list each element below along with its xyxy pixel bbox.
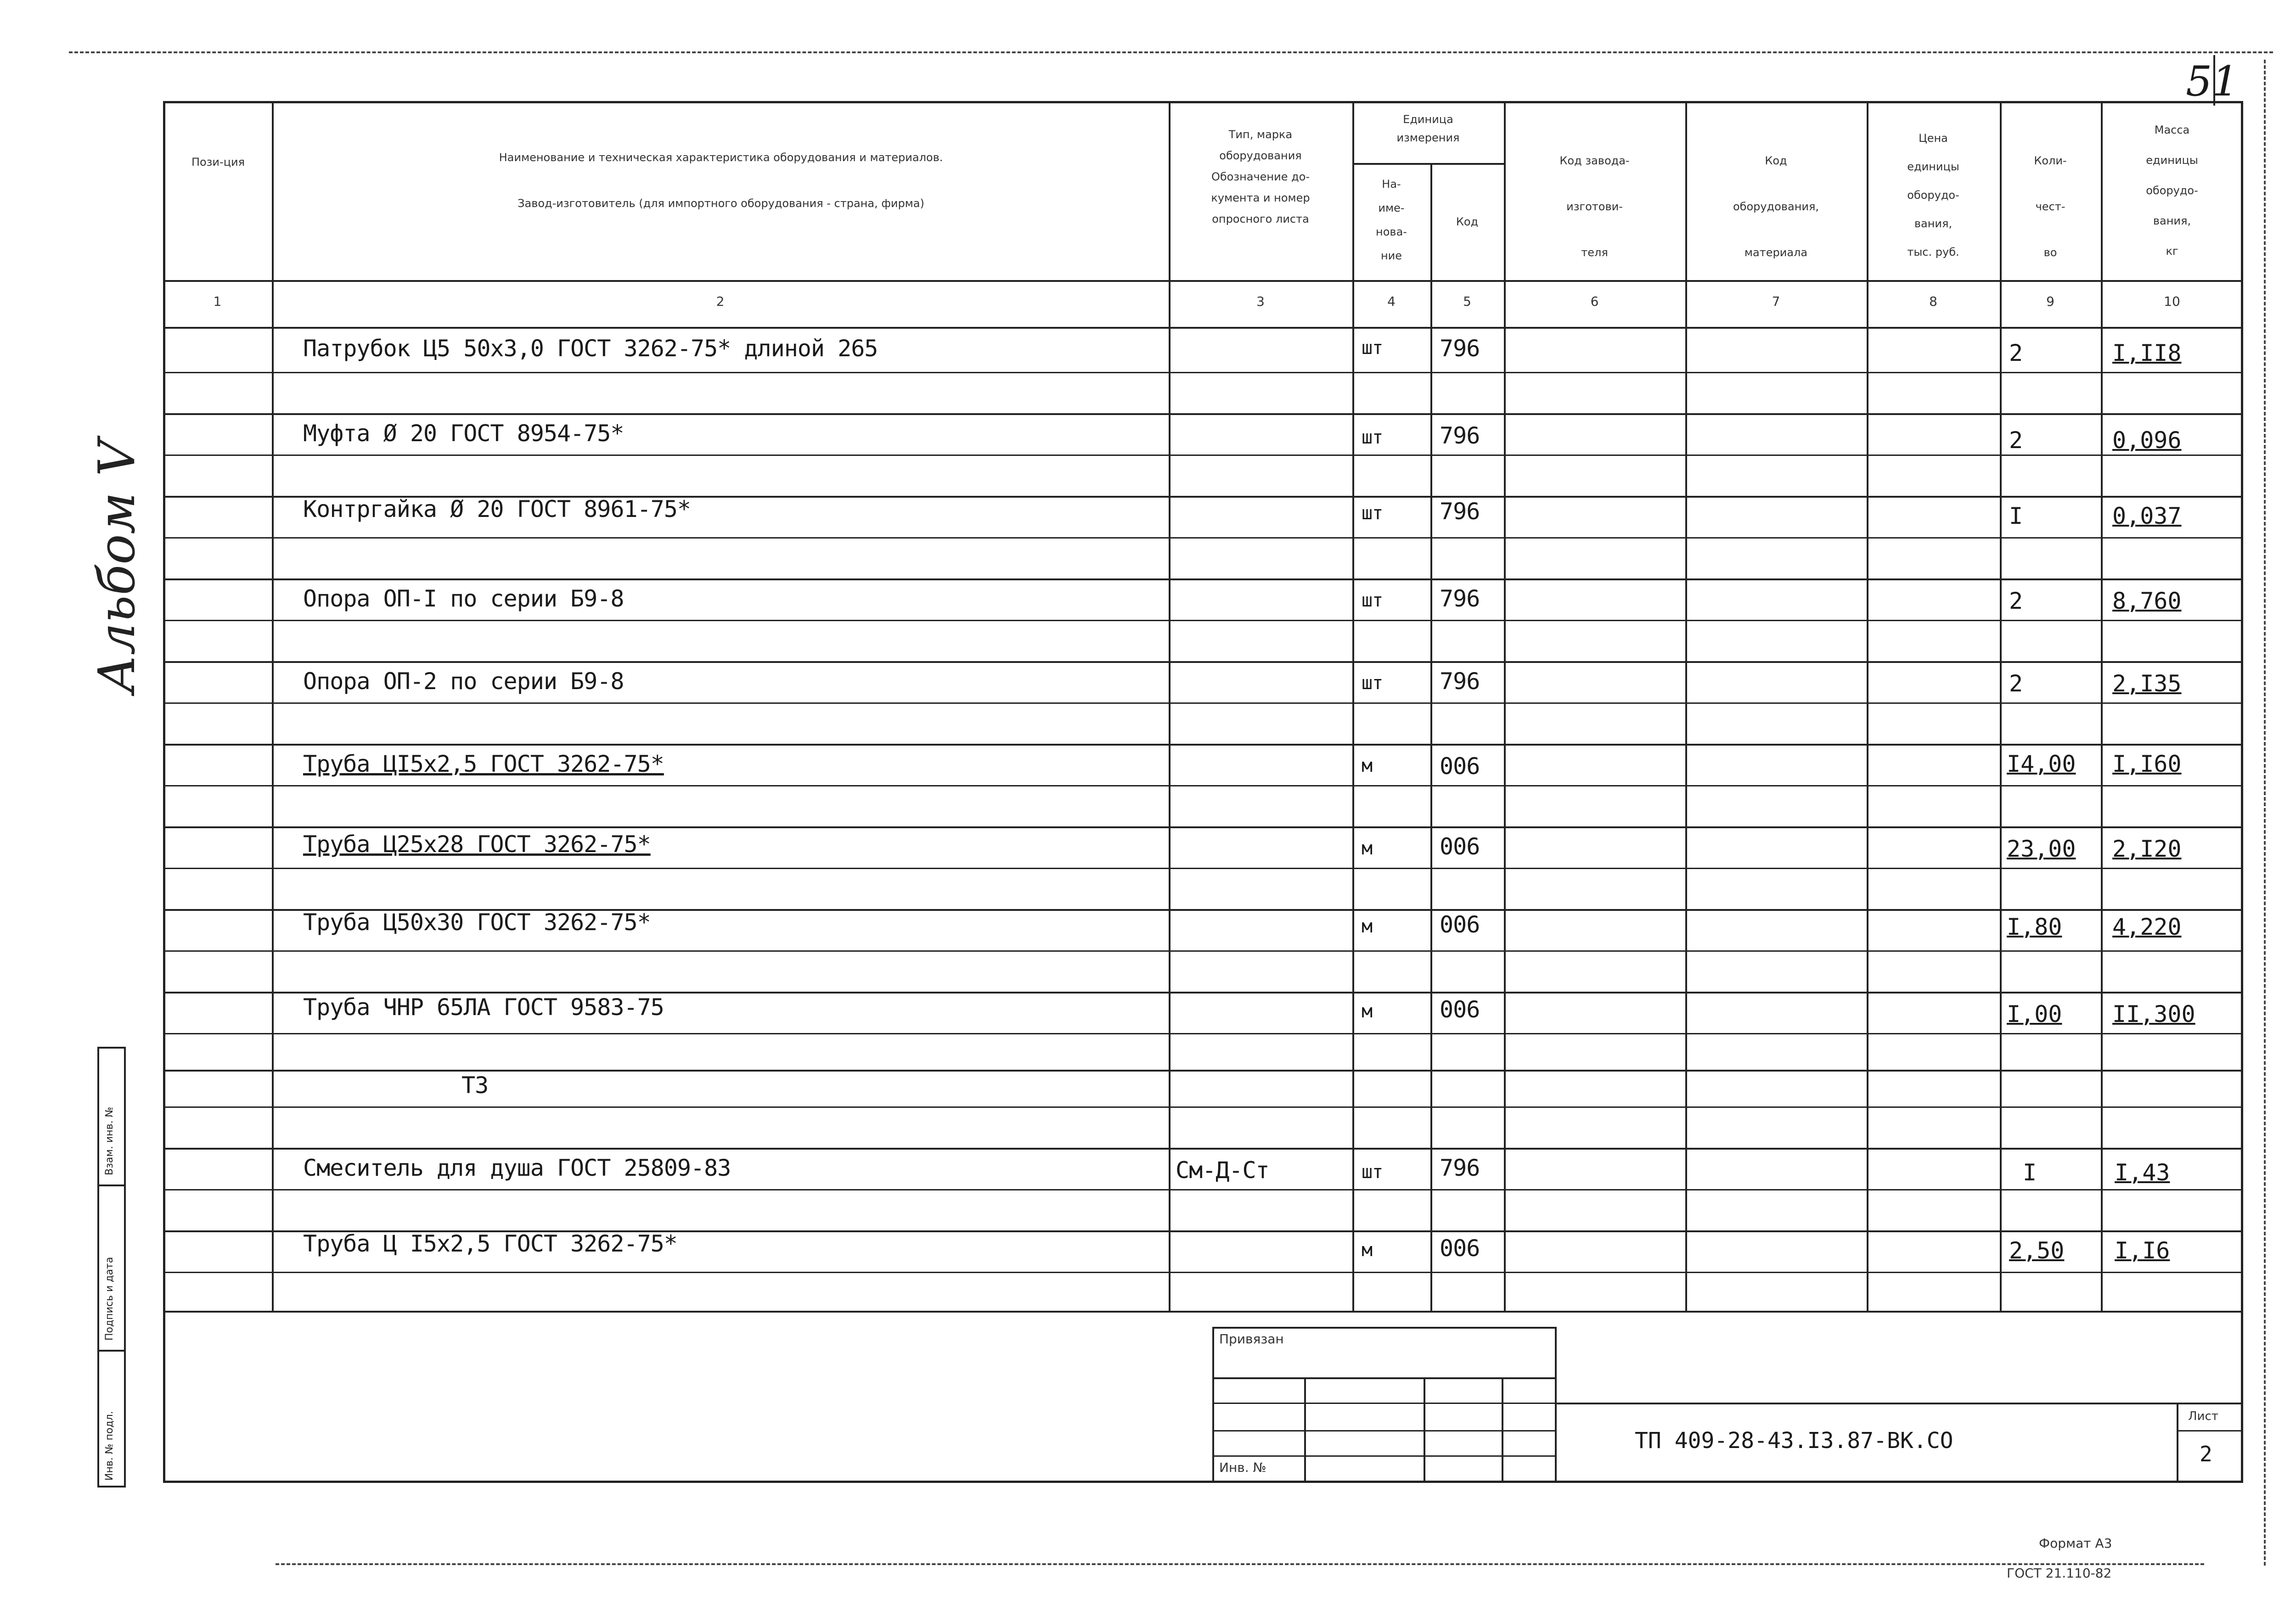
row-line xyxy=(163,868,2243,869)
header-unit-l1: Единица xyxy=(1403,113,1453,126)
row-8-name: Труба Ц50х30 ГОСТ 3262-75* xyxy=(303,909,651,936)
binding-line-3 xyxy=(1212,1430,1557,1431)
corner-mark-line xyxy=(2213,55,2215,106)
row-7-mass: 2,I20 xyxy=(2112,836,2182,862)
left-stamp-label-1: Взам. инв. № xyxy=(104,1106,115,1175)
binding-line-4 xyxy=(1212,1455,1557,1457)
row-line xyxy=(163,372,2243,373)
row-line xyxy=(163,826,2243,828)
header-col8-l5: тыс. руб. xyxy=(1907,246,1959,258)
col-line-2 xyxy=(1169,101,1171,1311)
row-9-mass: II,300 xyxy=(2112,1001,2195,1027)
doc-sheet-divider xyxy=(2177,1403,2178,1483)
header-col9 xyxy=(2002,138,2099,275)
left-stamp-label-3: Инв. № подл. xyxy=(104,1411,115,1481)
row-8-code: 006 xyxy=(1440,911,1480,938)
header-col10-l4: вания, xyxy=(2153,214,2191,227)
row-line xyxy=(163,744,2243,746)
row-3-qty: I xyxy=(2009,503,2023,529)
row-line xyxy=(163,1070,2243,1072)
row-line xyxy=(163,578,2243,580)
colnum-3: 3 xyxy=(1256,294,1265,309)
row-6-unit: м xyxy=(1362,755,1373,776)
row-3-name: Контргайка Ø 20 ГОСТ 8961-75* xyxy=(303,496,691,522)
row-8-mass: 4,220 xyxy=(2112,914,2182,940)
binding-vline-3 xyxy=(1502,1377,1503,1483)
row-line xyxy=(163,537,2243,539)
header-bottom-line xyxy=(163,280,2243,282)
row-7-code: 006 xyxy=(1440,833,1480,860)
format-label: Формат А3 xyxy=(2039,1536,2112,1551)
bottom-trim-line xyxy=(276,1563,2204,1565)
row-line xyxy=(163,1189,2243,1190)
header-col6-l1: Код завода- xyxy=(1559,154,1630,167)
colnum-5: 5 xyxy=(1463,294,1471,309)
col-line-7 xyxy=(1867,101,1868,1311)
colnum-bottom-line xyxy=(163,327,2243,329)
header-col3-l1: Тип, марка xyxy=(1228,128,1293,141)
header-col3 xyxy=(1171,124,1350,230)
header-unit-group xyxy=(1355,110,1502,147)
row-8-qty: I,80 xyxy=(2007,914,2062,940)
col-line-9 xyxy=(2101,101,2103,1311)
row-7-name: Труба Ц25х28 ГОСТ 3262-75* xyxy=(303,831,651,858)
col-line-8 xyxy=(2000,101,2002,1311)
header-col8-l4: вания, xyxy=(1914,217,1953,230)
header-col10 xyxy=(2103,115,2241,266)
left-stamp-div-2 xyxy=(97,1350,126,1352)
binding-vline-2 xyxy=(1424,1377,1425,1483)
row-12-mass: I,I6 xyxy=(2115,1237,2170,1264)
row-5-mass: 2,I35 xyxy=(2112,670,2182,697)
row-2-name: Муфта Ø 20 ГОСТ 8954-75* xyxy=(303,420,624,447)
binding-stamp-box xyxy=(1212,1327,1557,1483)
row-1-name: Патрубок Ц5 50х3,0 ГОСТ 3262-75* длиной 265 xyxy=(303,335,878,362)
header-col6-l3: теля xyxy=(1581,246,1608,259)
sheet-number: 2 xyxy=(2200,1442,2212,1466)
sheet-label: Лист xyxy=(2188,1409,2218,1423)
album-label: Альбом V xyxy=(87,439,146,693)
row-5-name: Опора ОП-2 по серии Б9-8 xyxy=(303,668,624,695)
row-1-unit: шт xyxy=(1362,337,1383,359)
binding-line-1 xyxy=(1212,1377,1557,1379)
row-2-mass: 0,096 xyxy=(2112,427,2182,454)
header-col3-l2: оборудования xyxy=(1219,149,1302,162)
row-line xyxy=(163,785,2243,786)
colnum-6: 6 xyxy=(1590,294,1599,309)
row-1-qty: 2 xyxy=(2009,340,2023,366)
header-col6-l2: изготови- xyxy=(1566,200,1623,213)
right-trim-line xyxy=(2264,60,2266,1566)
doc-code-top-line xyxy=(1557,1403,2243,1404)
row-12-code: 006 xyxy=(1440,1235,1480,1262)
row-6-mass: I,I60 xyxy=(2112,751,2182,777)
row-11-qty: I xyxy=(2023,1159,2037,1186)
header-col7 xyxy=(1688,138,1864,275)
header-col6 xyxy=(1506,138,1683,275)
row-1-code: 796 xyxy=(1440,335,1480,362)
row-9-code: 006 xyxy=(1440,996,1480,1023)
header-col10-l5: кг xyxy=(2166,245,2178,258)
row-4-name: Опора ОП-I по серии Б9-8 xyxy=(303,585,624,612)
header-col7-l1: Код xyxy=(1765,154,1787,167)
doc-code: ТП 409-28-43.I3.87-ВК.СО xyxy=(1635,1428,1953,1454)
row-line xyxy=(163,620,2243,621)
row-11-mass: I,43 xyxy=(2115,1159,2170,1186)
header-col1: Пози-ция xyxy=(191,156,245,168)
row-1-mass: I,II8 xyxy=(2112,340,2182,366)
row-11-name: Смеситель для душа ГОСТ 25809-83 xyxy=(303,1155,731,1181)
row-7-unit: м xyxy=(1362,838,1373,859)
row-11-type: См-Д-Ст xyxy=(1176,1157,1269,1184)
unit-group-line xyxy=(1352,163,1504,165)
row-9-qty: I,00 xyxy=(2007,1001,2062,1027)
row-11-unit: шт xyxy=(1362,1162,1383,1183)
header-col9-l1: Коли- xyxy=(2034,154,2067,167)
header-col8-l2: единицы xyxy=(1907,160,1959,173)
colnum-10: 10 xyxy=(2164,294,2180,309)
left-stamp-label-2: Подпись и дата xyxy=(104,1257,115,1341)
rows-bottom-line xyxy=(163,1311,2243,1313)
row-9-unit: м xyxy=(1362,1001,1373,1022)
header-col9-l2: чест- xyxy=(2035,200,2065,213)
binding-vline-1 xyxy=(1304,1377,1306,1483)
header-col8-l3: оборудо- xyxy=(1907,189,1959,202)
header-col2-line1: Наименование и техническая характеристика оборудования и материалов. xyxy=(499,151,943,164)
binding-stamp-label: Привязан xyxy=(1219,1331,1284,1347)
top-trim-line xyxy=(69,51,2273,53)
header-col4-l3: нова- xyxy=(1376,225,1407,238)
row-3-unit: шт xyxy=(1362,503,1383,524)
row-2-code: 796 xyxy=(1440,422,1480,449)
row-line xyxy=(163,950,2243,952)
row-9-name: Труба ЧНР 65ЛА ГОСТ 9583-75 xyxy=(303,994,664,1021)
row-6-code: 006 xyxy=(1440,753,1480,780)
row-line xyxy=(163,413,2243,415)
row-5-unit: шт xyxy=(1362,673,1383,694)
row-line xyxy=(163,455,2243,456)
header-col10-l3: оборудо- xyxy=(2146,184,2198,197)
left-stamp-div-1 xyxy=(97,1184,126,1186)
colnum-9: 9 xyxy=(2046,294,2054,309)
row-11-code: 796 xyxy=(1440,1155,1480,1181)
header-col10-l1: Масса xyxy=(2154,123,2190,136)
row-5-qty: 2 xyxy=(2009,670,2023,697)
row-line xyxy=(163,992,2243,994)
header-col7-l3: материала xyxy=(1744,246,1808,259)
header-col5: Код xyxy=(1456,215,1479,228)
header-col2-line2: Завод-изготовитель (для импортного оборудования - страна, фирма) xyxy=(518,197,924,210)
doc-sheet-label-line xyxy=(2177,1430,2243,1431)
colnum-1: 1 xyxy=(213,294,222,309)
col-line-5 xyxy=(1504,101,1506,1311)
row-line xyxy=(163,1033,2243,1034)
row-line xyxy=(163,661,2243,663)
row-line xyxy=(163,1272,2243,1273)
row-12-name: Труба Ц I5х2,5 ГОСТ 3262-75* xyxy=(303,1230,677,1257)
row-3-code: 796 xyxy=(1440,498,1480,525)
col-line-4 xyxy=(1430,163,1432,1311)
row-2-qty: 2 xyxy=(2009,427,2023,454)
row-7-qty: 23,00 xyxy=(2007,836,2076,862)
header-col8-l1: Цена xyxy=(1919,132,1948,145)
row-12-qty: 2,50 xyxy=(2009,1237,2065,1264)
col-line-1 xyxy=(272,101,274,1311)
header-col3-l3: Обозначение до- xyxy=(1211,170,1310,183)
row-6-name: Труба ЦI5х2,5 ГОСТ 3262-75* xyxy=(303,751,664,777)
row-12-unit: м xyxy=(1362,1240,1373,1261)
header-col8 xyxy=(1869,124,1998,266)
row-6-qty: I4,00 xyxy=(2007,751,2076,777)
col-line-3 xyxy=(1352,101,1354,1311)
row-5-code: 796 xyxy=(1440,668,1480,695)
header-col10-l2: единицы xyxy=(2146,154,2198,167)
header-col7-l2: оборудования, xyxy=(1733,200,1819,213)
corner-sheet-number: 51 xyxy=(2186,57,2239,106)
row-4-code: 796 xyxy=(1440,585,1480,612)
header-col9-l3: во xyxy=(2043,246,2057,259)
colnum-2: 2 xyxy=(716,294,725,309)
colnum-8: 8 xyxy=(1929,294,1937,309)
header-col3-l4: кумента и номер xyxy=(1211,191,1310,204)
row-8-unit: м xyxy=(1362,916,1373,937)
header-col4-l1: На- xyxy=(1382,178,1401,191)
row-3-mass: 0,037 xyxy=(2112,503,2182,529)
row-4-mass: 8,760 xyxy=(2112,588,2182,614)
header-col3-l5: опросного листа xyxy=(1212,213,1309,225)
row-line xyxy=(163,1106,2243,1108)
row-line xyxy=(163,1148,2243,1150)
col-line-6 xyxy=(1685,101,1687,1311)
row-4-qty: 2 xyxy=(2009,588,2023,614)
colnum-7: 7 xyxy=(1772,294,1780,309)
header-col4-l4: ние xyxy=(1380,249,1402,262)
inventory-label: Инв. № xyxy=(1219,1460,1266,1475)
row-2-unit: шт xyxy=(1362,427,1383,448)
header-col4 xyxy=(1355,172,1428,268)
header-unit-l2: измерения xyxy=(1396,131,1460,144)
colnum-4: 4 xyxy=(1387,294,1396,309)
header-col4-l2: име- xyxy=(1378,202,1405,214)
binding-line-2 xyxy=(1212,1403,1557,1404)
row-line xyxy=(163,702,2243,704)
gost-label: ГОСТ 21.110-82 xyxy=(2007,1566,2112,1581)
row-10-section: Т3 xyxy=(461,1072,489,1099)
row-4-unit: шт xyxy=(1362,590,1383,611)
